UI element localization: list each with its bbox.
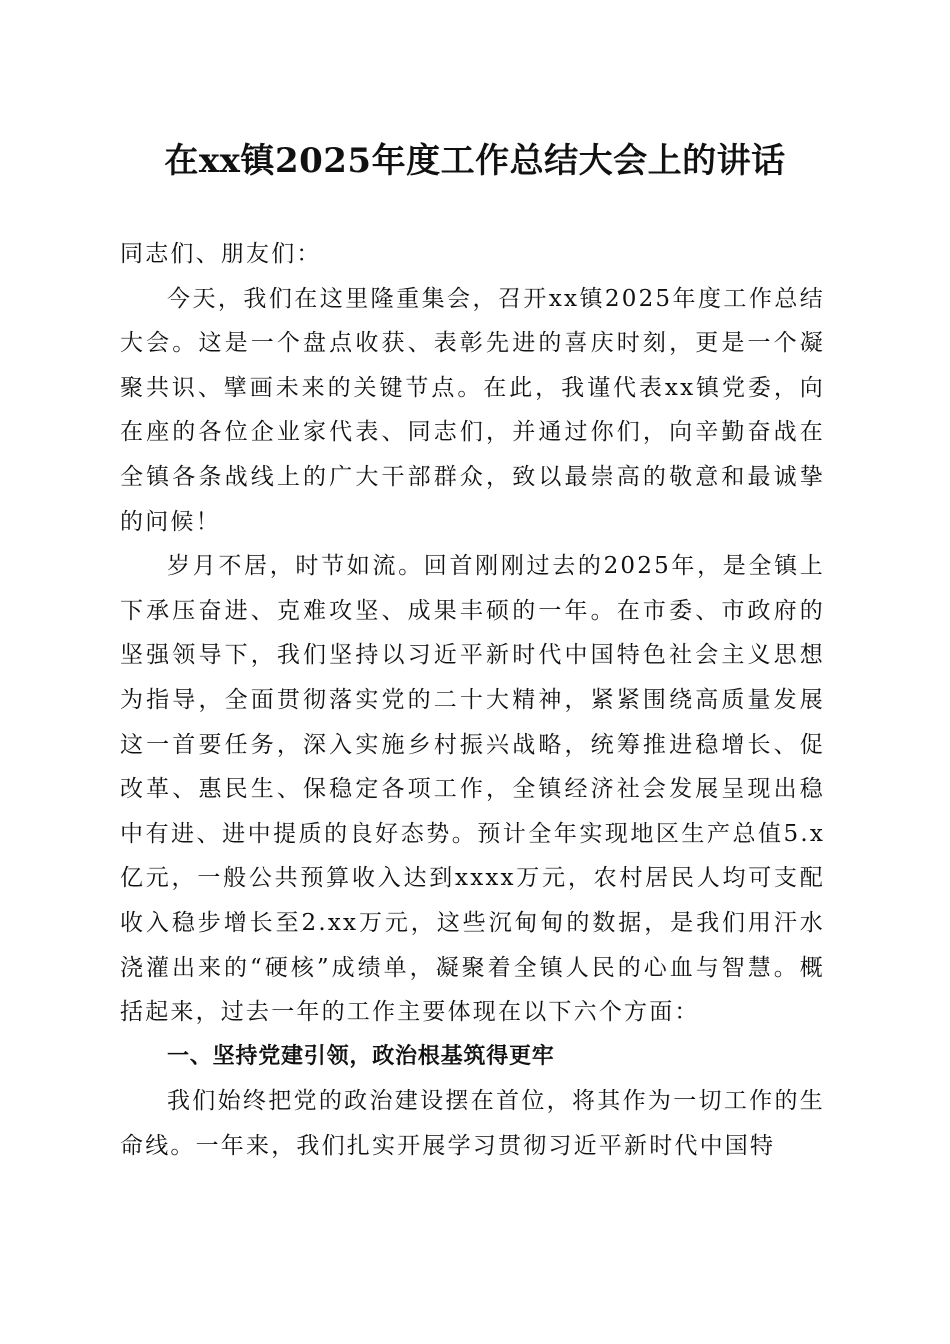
section-heading: 一、坚持党建引领，政治根基筑得更牢: [167, 1043, 555, 1069]
document-title: 在xx镇2025年度工作总结大会上的讲话: [164, 141, 786, 181]
salutation: 同志们、朋友们：: [120, 241, 322, 267]
paragraph-opening: 今天，我们在这里隆重集会，召开xx镇2025年度工作总结大会。这是一个盘点收获、表彰先进的喜庆时刻，更是一个凝聚共识、擘画未来的关键节点。在此，我谨代表xx镇党委，向在座的各位企业家代表、同志们，并通过你们，向辛勤奋战在全镇各条战线上的广大干部群众，致以最崇高的敬意和最诚挚的问候！: [120, 285, 825, 535]
paragraph-review: 岁月不居，时节如流。回首刚刚过去的2025年，是全镇上下承压奋进、克难攻坚、成果丰硕的一年。在市委、市政府的坚强领导下，我们坚持以习近平新时代中国特色社会主义思想为指导，全面贯彻落实党的二十大精神，紧紧围绕高质量发展这一首要任务，深入实施乡村振兴战略，统筹推进稳增长、促改革、惠民生、保稳定各项工作，全镇经济社会发展呈现出稳中有进、进中提质的良好态势。预计全年实现地区生产总值5.x亿元，一般公共预算收入达到xxxx万元，农村居民人均可支配收入稳步增长至2.xx万元，这些沉甸甸的数据，是我们用汗水浇灌出来的“硬核”成绩单，凝聚着全镇人民的心血与智慧。概括起来，过去一年的工作主要体现在以下六个方面：: [120, 553, 825, 1026]
document-body: [120, 232, 825, 1168]
section-paragraph: 我们始终把党的政治建设摆在首位，将其作为一切工作的生命线。一年来，我们扎实开展学习贯彻习近平新时代中国特: [120, 1088, 825, 1159]
